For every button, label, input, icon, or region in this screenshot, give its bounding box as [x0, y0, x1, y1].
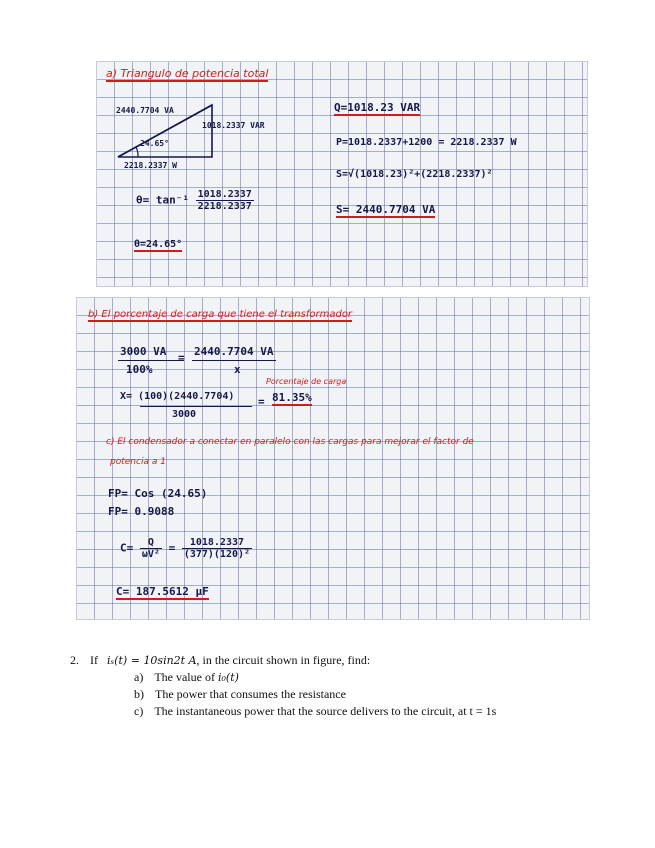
- list-item: c) The instantaneous power that the source delivers to the circuit, at t = 1s: [134, 704, 497, 718]
- handwritten-photo-power-triangle: [96, 61, 588, 287]
- heading-b: b) El porcentaje de carga que tiene el transformador: [88, 309, 353, 320]
- x-result: 81.35%: [272, 391, 312, 404]
- problem-header: [70, 652, 496, 669]
- capacitance-result: C= 187.5612 μF: [116, 585, 209, 598]
- capacitance-equation: C= $\frac{Q}{\text{ωV²}}$ = $\frac{1018.2337}{\text{(377)(120)²}}$: [120, 537, 251, 560]
- q-line: Q=1018.23 VAR: [334, 101, 421, 114]
- heading-a: a) Triangulo de potencia total: [106, 67, 269, 80]
- triangle-hypotenuse-label: 2440.7704 VA: [116, 106, 174, 115]
- ratio-top-right: 2440.7704 VA: [194, 345, 274, 358]
- s-formula: S=√(1018.23)²+(2218.2337)²: [336, 169, 493, 180]
- x-numerator: X= (100)(2440.7704): [120, 391, 235, 402]
- fp-line1: FP= Cos (24.65): [108, 487, 208, 500]
- triangle-adjacent-label: 2218.2337 W: [124, 161, 177, 170]
- ratio-bottom-left: 100%: [126, 363, 153, 376]
- problem-number: 2.: [70, 653, 79, 667]
- triangle-angle-label: 24.65°: [140, 139, 169, 148]
- heading-c-line1: c) El condensador a conectar en paralelo con las cargas para mejorar el factor de: [106, 437, 474, 447]
- triangle-opposite-label: 1018.2337 VAR: [202, 121, 265, 130]
- ratio-bottom-right: x: [234, 363, 241, 376]
- problem-if: If: [90, 653, 98, 667]
- handwritten-photo-capacitor: b) El porcentaje de carga que tiene el transformador 3000 VA = 2440.7704 VA 100% x Porcentaje de carga X= (100)(2440.7704) 3000 = 81.35% c) El condensador a conectar en paralelo con las cargas para mejorar el factor de potencia a 1 FP= Cos (24.65) FP= 0.9088 C= $\frac{Q}{\text{ωV²}}$ = $\frac{1018.2337}{\text{(377)(120)²}}$ C= 187.5612 μF: [76, 297, 590, 620]
- x-denominator: 3000: [172, 409, 197, 420]
- s-result: S= 2440.7704 VA: [336, 203, 436, 216]
- percentage-label: Porcentaje de carga: [266, 377, 347, 386]
- problem-given: iₛ(t) = 10sin2t A: [107, 654, 197, 667]
- list-item: b) The power that consumes the resistance: [134, 687, 346, 701]
- heading-c-line2: potencia a 1: [110, 457, 166, 467]
- p-line: P=1018.2337+1200 = 2218.2337 W: [336, 137, 517, 148]
- problem-rest: , in the circuit shown in figure, find:: [196, 653, 371, 667]
- list-item: a) The value of i₀(t): [134, 670, 239, 684]
- problem-statement: [70, 652, 496, 720]
- fp-line2: FP= 0.9088: [108, 505, 175, 518]
- theta-result: θ=24.65°: [134, 239, 183, 250]
- theta-equation: θ= tan⁻¹ $\frac{1018.2337}{2218.2337}$: [136, 189, 252, 212]
- ratio-top-left: 3000 VA: [120, 345, 167, 358]
